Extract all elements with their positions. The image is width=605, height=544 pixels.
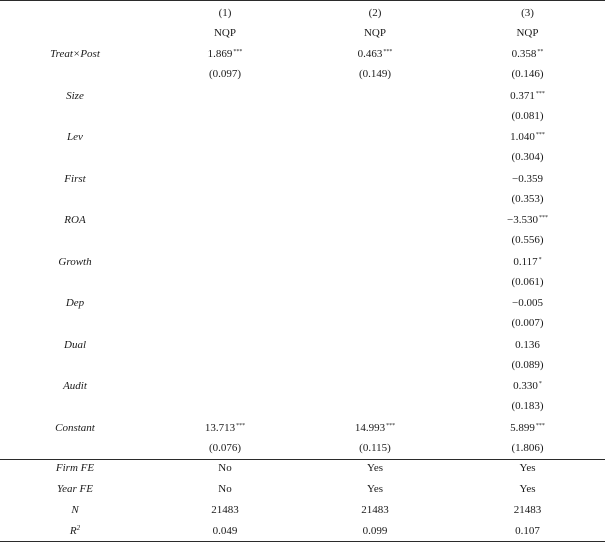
standard-error-cell: (0.183)	[511, 400, 544, 412]
table-row-summary	[0, 458, 605, 478]
table-row-coefficient	[0, 376, 605, 396]
standard-error-cell	[150, 396, 300, 416]
table-row-coefficient	[0, 210, 605, 230]
coefficient-cell	[450, 335, 605, 355]
coefficient-cell	[300, 376, 450, 396]
empty-label-cell	[0, 313, 150, 333]
variable-label: ROA	[64, 214, 86, 226]
coefficient-value: −0.359	[512, 173, 543, 185]
coefficient-cell	[450, 169, 605, 189]
coefficient-value: 1.869	[207, 48, 233, 60]
summary-value: Yes	[519, 462, 536, 474]
coefficient-cell	[150, 44, 300, 64]
empty-label-cell	[0, 147, 150, 167]
summary-label-text: Year FE	[57, 483, 93, 495]
coefficient-value: 0.371	[510, 90, 535, 102]
standard-error-cell	[300, 396, 450, 416]
coefficient-cell	[300, 169, 450, 189]
empty-label-cell	[0, 64, 150, 84]
column-number-2: (2)	[368, 7, 382, 19]
coefficient-value: 0.117	[513, 256, 538, 268]
significance-stars: *	[538, 257, 542, 263]
standard-error-cell	[300, 106, 450, 126]
coefficient-value: 1.040	[510, 131, 535, 143]
table-row-summary	[0, 500, 605, 520]
table-row-standard-error	[0, 396, 605, 416]
coefficient-cell	[150, 293, 300, 313]
coefficient-value: 0.136	[515, 339, 540, 351]
summary-value: Yes	[519, 483, 536, 495]
summary-value: 0.107	[515, 525, 540, 537]
summary-label-superscript: 2	[76, 524, 81, 532]
table-row-coefficient	[0, 252, 605, 272]
significance-stars: ***	[236, 423, 246, 429]
table-row-standard-error	[0, 189, 605, 209]
coefficient-value: 0.330	[513, 380, 538, 392]
coefficient-cell	[450, 44, 605, 64]
table-row-coefficient	[0, 418, 605, 438]
summary-label	[0, 458, 150, 478]
coefficient-cell	[150, 418, 300, 438]
table-row-coefficient	[0, 169, 605, 189]
standard-error-cell	[150, 147, 300, 167]
coefficient-cell	[450, 127, 605, 147]
header-row-dependent-variable	[0, 23, 605, 43]
empty-label-cell	[0, 189, 150, 209]
variable-label: Size	[66, 90, 84, 102]
summary-value: Yes	[366, 462, 383, 474]
table-row-standard-error	[0, 438, 605, 458]
summary-value: 21483	[513, 504, 542, 516]
column-number-3: (3)	[521, 7, 534, 19]
empty-label-cell	[0, 272, 150, 292]
coefficient-cell	[450, 86, 605, 106]
header-row-column-numbers	[0, 3, 605, 23]
coefficient-cell	[150, 169, 300, 189]
variable-label: Dep	[65, 297, 85, 309]
summary-value: 0.049	[212, 525, 238, 537]
table-row-summary	[0, 479, 605, 499]
coefficient-cell	[150, 376, 300, 396]
coefficient-value: −3.530	[507, 214, 538, 226]
coefficient-cell	[150, 210, 300, 230]
standard-error-cell	[300, 272, 450, 292]
coefficient-cell	[450, 418, 605, 438]
significance-stars: **	[537, 49, 544, 55]
coefficient-cell	[150, 86, 300, 106]
empty-label-cell	[0, 355, 150, 375]
standard-error-cell	[150, 189, 300, 209]
summary-value: 0.099	[362, 525, 388, 537]
standard-error-cell: (0.097)	[208, 68, 242, 80]
significance-stars: ***	[535, 423, 545, 429]
dependent-variable-2: NQP	[363, 27, 386, 39]
table-row-standard-error	[0, 64, 605, 84]
coefficient-cell	[450, 210, 605, 230]
standard-error-cell	[300, 147, 450, 167]
coefficient-cell	[300, 335, 450, 355]
coefficient-cell	[450, 376, 605, 396]
significance-stars: *	[538, 381, 542, 387]
summary-value: 21483	[211, 504, 239, 516]
standard-error-cell: (0.115)	[359, 442, 391, 454]
empty-label-cell	[0, 106, 150, 126]
coefficient-value: 14.993	[354, 422, 386, 434]
standard-error-cell: (0.149)	[358, 68, 392, 80]
header-empty-cell	[0, 23, 150, 43]
table-row-coefficient	[0, 335, 605, 355]
dependent-variable-3: NQP	[516, 27, 539, 39]
coefficient-cell	[300, 210, 450, 230]
coefficient-cell	[300, 86, 450, 106]
standard-error-cell: (0.081)	[511, 110, 544, 122]
standard-error-cell	[300, 189, 450, 209]
coefficient-cell	[300, 252, 450, 272]
table-row-standard-error	[0, 106, 605, 126]
table-row-standard-error	[0, 355, 605, 375]
variable-label: Constant	[55, 422, 95, 434]
table-row-standard-error	[0, 272, 605, 292]
significance-stars: ***	[538, 215, 548, 221]
table-row-coefficient	[0, 44, 605, 64]
standard-error-cell	[150, 106, 300, 126]
variable-label: Treat×Post	[50, 48, 100, 60]
table-row-coefficient	[0, 86, 605, 106]
table-row-standard-error	[0, 147, 605, 167]
summary-label-text: R	[69, 525, 77, 537]
coefficient-cell	[300, 127, 450, 147]
column-number-1: (1)	[218, 7, 232, 19]
significance-stars: ***	[233, 49, 243, 55]
table-row-standard-error	[0, 230, 605, 250]
summary-value: 21483	[361, 504, 389, 516]
summary-label-text: N	[71, 504, 79, 516]
coefficient-value: 0.463	[357, 48, 383, 60]
variable-label: Dual	[64, 339, 86, 351]
significance-stars: ***	[535, 132, 545, 138]
empty-label-cell	[0, 230, 150, 250]
standard-error-cell	[300, 355, 450, 375]
table-row-summary	[0, 521, 605, 541]
coefficient-cell	[450, 252, 605, 272]
coefficient-value: −0.005	[512, 297, 543, 309]
summary-label	[0, 500, 150, 520]
standard-error-cell: (0.304)	[511, 151, 544, 163]
standard-error-cell: (0.146)	[511, 68, 544, 80]
table-top-rule	[0, 0, 605, 1]
table-bottom-rule	[0, 541, 605, 542]
coefficient-value: 0.358	[511, 48, 537, 60]
standard-error-cell: (0.061)	[511, 276, 544, 288]
standard-error-cell: (1.806)	[511, 442, 544, 454]
coefficient-cell	[150, 127, 300, 147]
empty-label-cell	[0, 438, 150, 458]
summary-label-text: Firm FE	[55, 462, 95, 474]
coefficient-cell	[300, 418, 450, 438]
variable-label: First	[64, 173, 86, 185]
significance-stars: ***	[383, 49, 393, 55]
coefficient-cell	[450, 293, 605, 313]
summary-label	[0, 479, 150, 499]
coefficient-cell	[300, 293, 450, 313]
standard-error-cell	[300, 313, 450, 333]
significance-stars: ***	[535, 91, 545, 97]
empty-label-cell	[0, 396, 150, 416]
variable-label: Lev	[67, 131, 83, 143]
coefficient-cell	[150, 335, 300, 355]
variable-label: Audit	[63, 380, 87, 392]
table-row-coefficient	[0, 293, 605, 313]
variable-label: Growth	[58, 256, 92, 268]
summary-value: Yes	[366, 483, 383, 495]
standard-error-cell	[150, 272, 300, 292]
standard-error-cell	[150, 313, 300, 333]
standard-error-cell	[300, 230, 450, 250]
standard-error-cell	[150, 230, 300, 250]
standard-error-cell: (0.556)	[511, 234, 544, 246]
coefficient-value: 5.899	[510, 422, 535, 434]
coefficient-cell	[150, 252, 300, 272]
table-row-standard-error	[0, 313, 605, 333]
standard-error-cell: (0.076)	[208, 442, 242, 454]
standard-error-cell	[150, 355, 300, 375]
summary-value: No	[218, 483, 232, 495]
significance-stars: ***	[386, 423, 396, 429]
coefficient-cell	[300, 44, 450, 64]
standard-error-cell: (0.089)	[511, 359, 544, 371]
header-empty-cell	[0, 3, 150, 23]
standard-error-cell: (0.353)	[511, 193, 544, 205]
standard-error-cell: (0.007)	[511, 317, 544, 329]
coefficient-value: 13.713	[204, 422, 236, 434]
summary-value: No	[218, 462, 232, 474]
dependent-variable-1: NQP	[213, 27, 236, 39]
summary-label	[0, 521, 150, 541]
table-row-coefficient	[0, 127, 605, 147]
